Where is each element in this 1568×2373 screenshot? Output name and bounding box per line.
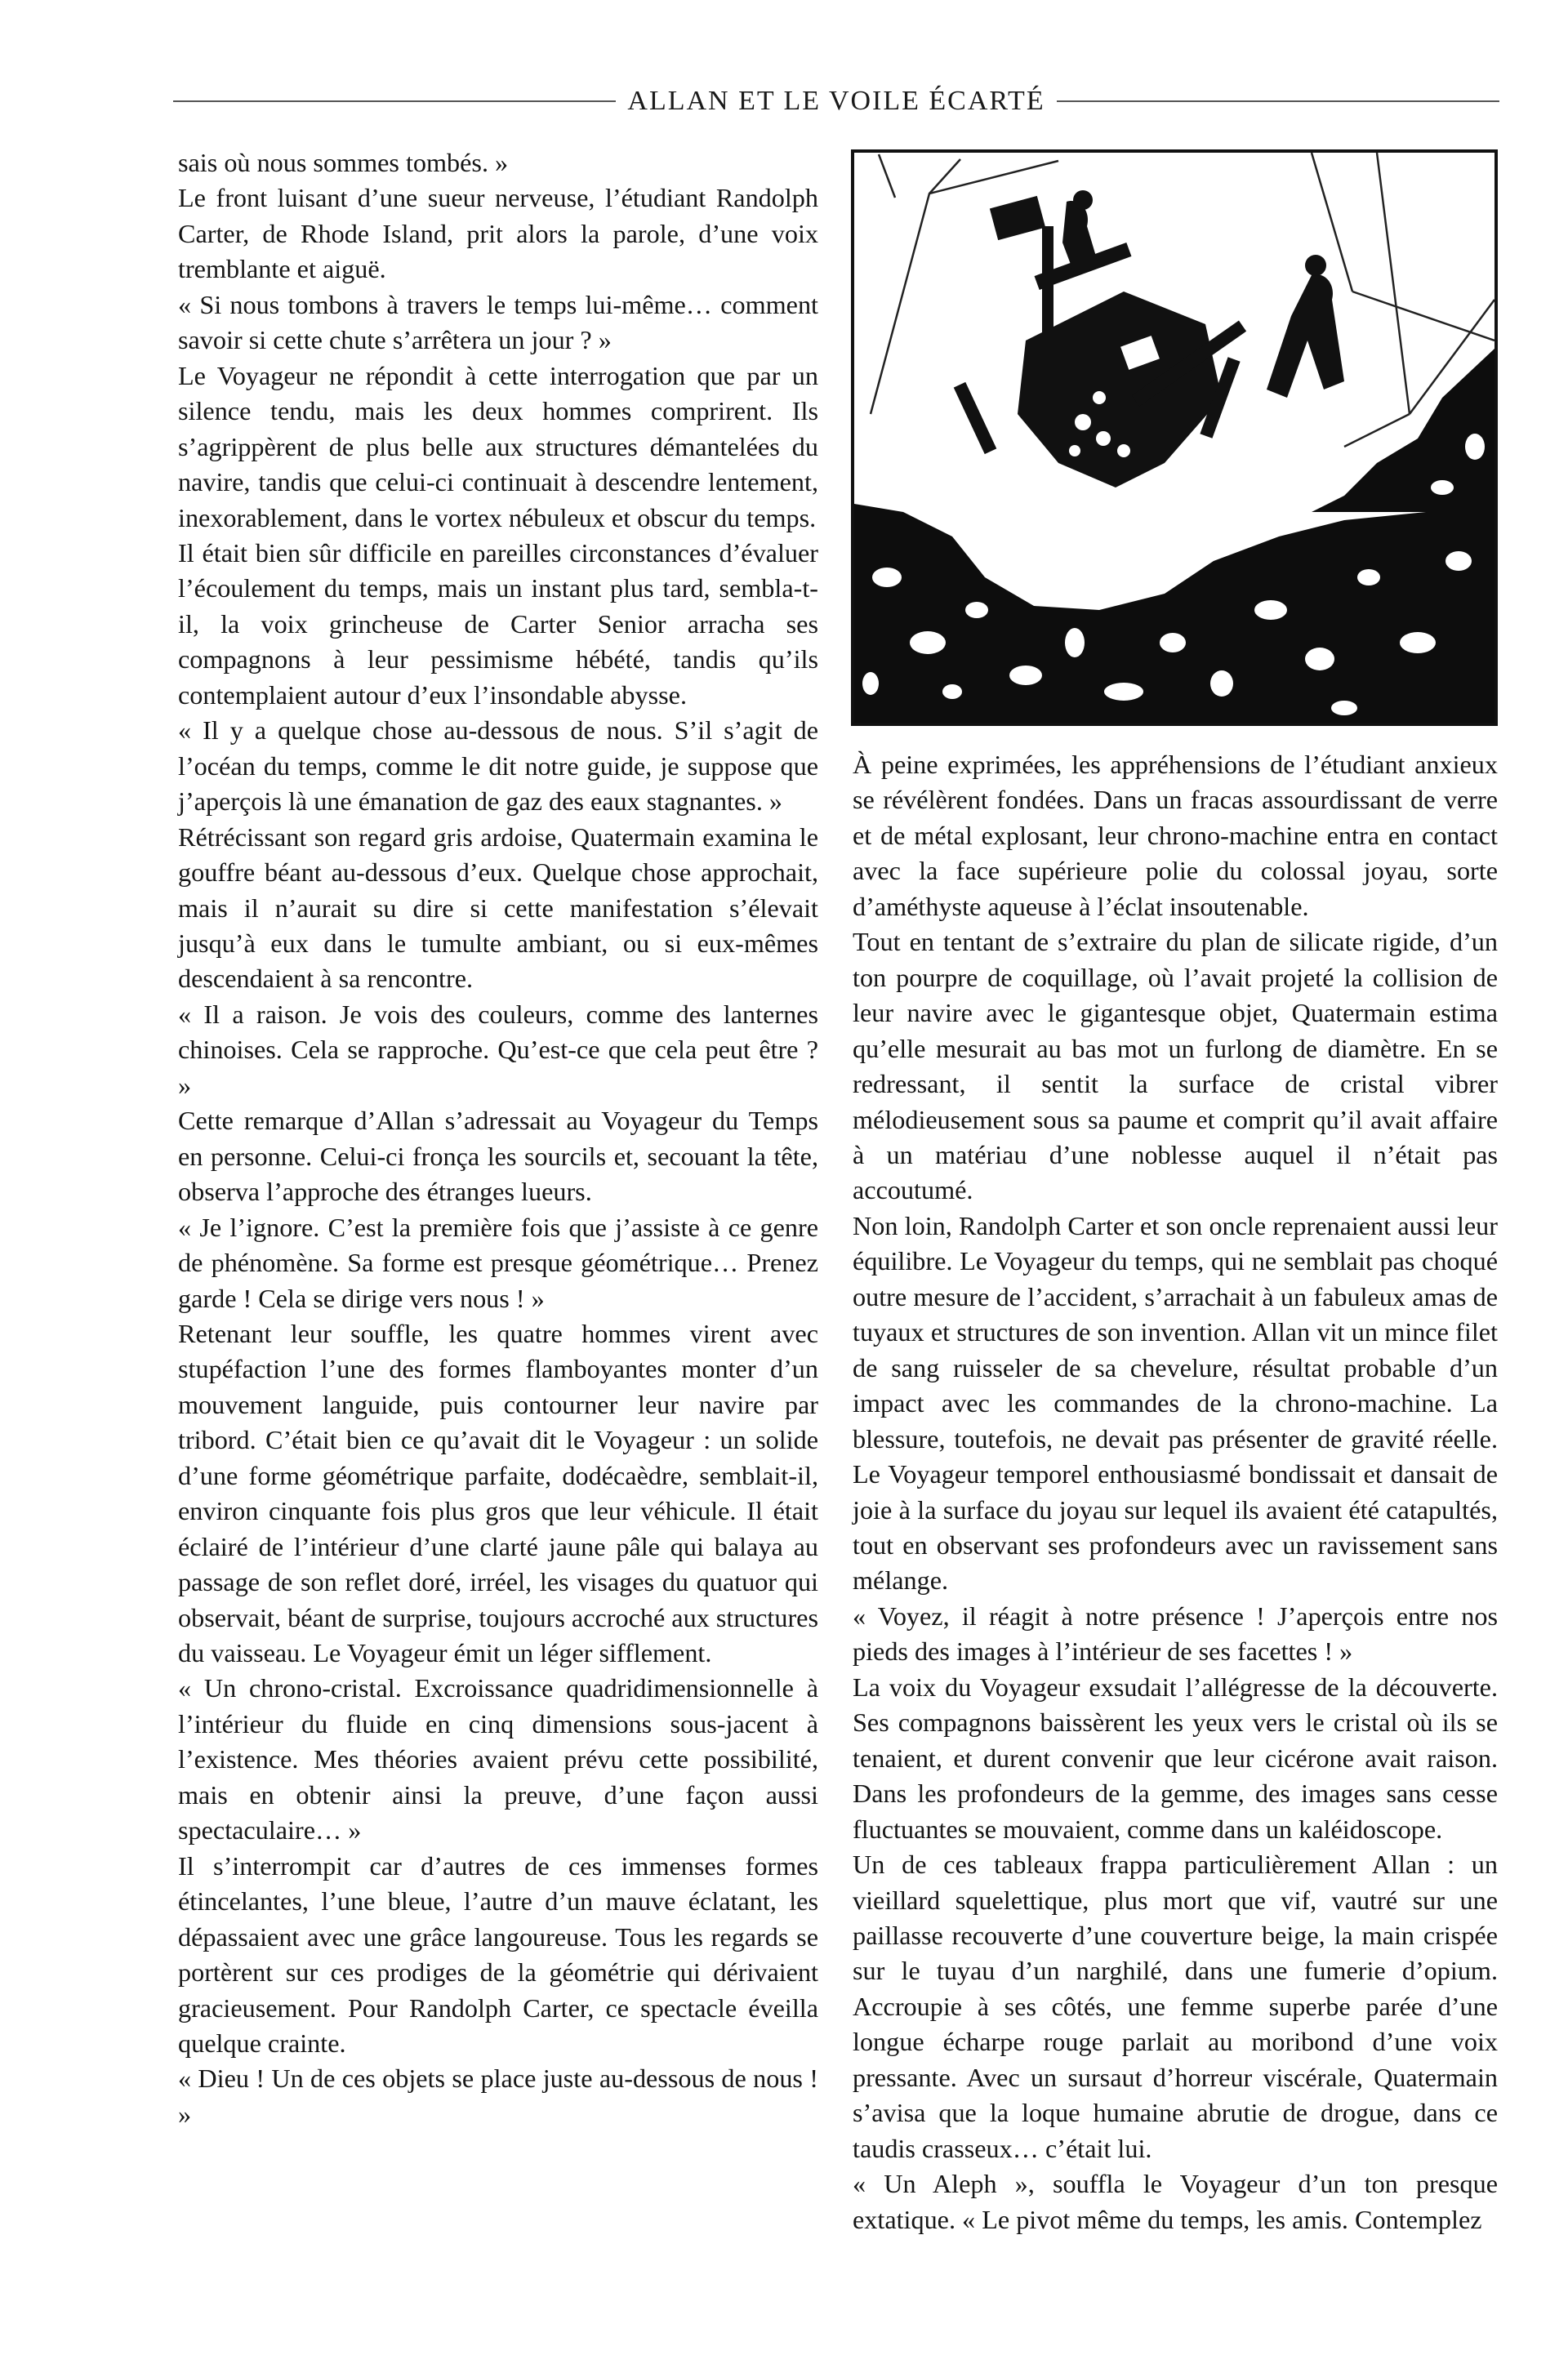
paragraph: À peine exprimées, les appréhensions de l’étudiant anxieux se révélèrent fondées. Dans un fracas assourdissant de verre et de métal explosant, leur chrono-machine entra en contact avec la face supérieure polie du colossal joyau, sorte d’améthyste aqueuse à l’éclat insoutenable. [853, 750, 1498, 921]
paragraph: Il s’interrompit car d’autres de ces immenses formes étincelantes, l’une bleue, l’autre d’un mauve éclatant, les dépassaient avec une grâce langoureuse. Tous les regards se portèrent sur ces prodiges de la géométrie qui dérivaient gracieusement. Pour Randolph Carter, ce spectacle éveilla quelque crainte. [178, 1850, 818, 2059]
running-head-rule-right [1057, 100, 1499, 102]
paragraph: Le Voyageur ne répondit à cette interrogation que par un silence tendu, mais les deux hommes comprirent. Ils s’agrippèrent de plus belle aux structures démantelées du navire, tandis que celui-ci continuait à descendre lentement, inexorablement, dans le vortex nébuleux et obscur du temps. [178, 360, 818, 532]
paragraph: Tout en tentant de s’extraire du plan de silicate rigide, d’un ton pourpre de coquillage, où l’avait projeté la collision de leur navire avec le gigantesque objet, Quatermain estima qu’elle mesurait au bas mot un furlong de diamètre. En se redressant, il sentit la surface de cristal vibrer mélodieusement sous sa paume et comprit qu’il avait affaire à un matériau d’une noblesse auquel il n’était pas accoutumé. [853, 927, 1498, 1205]
paragraph: Un de ces tableaux frappa particulièrement Allan : un vieillard squelettique, plus mort que vif, vautré sur une paillasse recouverte d’une couverture beige, la main crispée sur le tuyau d’un narghilé, dans une fumerie d’opium. Accroupie à ses côtés, une femme superbe parée d’une longue écharpe rouge parlait au moribond d’une voix pressante. Avec un sursaut d’horreur viscérale, Quatermain s’avisa que la loque humaine abrutie de drogue, dans ce taudis crasseux… c’était lui. [853, 1850, 1498, 2163]
left-text-column [178, 145, 818, 2132]
paragraph: Le front luisant d’une sueur nerveuse, l’étudiant Randolph Carter, de Rhode Island, prit alors la parole, d’une voix tremblante et aiguë. [178, 183, 818, 284]
paragraph: Il était bien sûr difficile en pareilles circonstances d’évaluer l’écoulement du temps, mais un instant plus tard, sembla-t-il, la voix grincheuse de Carter Senior arracha ses compagnons à leur pessimisme hébété, tandis qu’ils contemplaient autour d’eux l’insondable abysse. [178, 537, 818, 710]
paragraph: « Dieu ! Un de ces objets se place juste au-dessous de nous ! » [178, 2064, 818, 2129]
running-head [173, 82, 1499, 121]
paragraph: « Si nous tombons à travers le temps lui-même… comment savoir si cette chute s’arrêtera un jour ? » [178, 289, 818, 355]
right-text-column [853, 747, 1498, 2237]
chrono-machine-illustration [851, 149, 1498, 726]
running-head-rule-left [173, 100, 616, 102]
paragraph: La voix du Voyageur exsudait l’allégresse de la découverte. Ses compagnons baissèrent les yeux vers le cristal où ils se tenaient, et durent convenir que leur cicérone avait raison. Dans les profondeurs de la gemme, des images sans cesse fluctuantes se mouvaient, comme dans un kaléidoscope. [853, 1672, 1498, 1844]
paragraph: Retenant leur souffle, les quatre hommes virent avec stupéfaction l’une des formes flamboyantes monter d’un mouvement languide, puis contourner leur navire par tribord. C’était bien ce qu’avait dit le Voyageur : un solide d’une forme géométrique parfaite, dodécaèdre, semblait-il, environ cinquante fois plus gros que leur véhicule. Il était éclairé de l’intérieur d’une clarté jaune pâle qui balaya au passage de son reflet doré, irréel, les visages du quatuor qui observait, béant de surprise, toujours accroché aux structures du vaisseau. Le Voyageur émit un léger sifflement. [178, 1318, 818, 1668]
running-head-title: ALLAN ET LE VOILE ÉCARTÉ [627, 86, 1045, 116]
illustration-artwork [854, 153, 1494, 723]
paragraph: Rétrécissant son regard gris ardoise, Quatermain examina le gouffre béant au-dessous d’eux. Quelque chose approchait, mais il n’aurait su dire si cette manifestation s’élevait jusqu’à eux dans le tumulte ambiant, ou si eux-mêmes descendaient à sa rencontre. [178, 821, 818, 994]
paragraph: « Un Aleph », souffla le Voyageur d’un ton presque extatique. « Le pivot même du temps, les amis. Contemplez [853, 2169, 1498, 2234]
paragraph: Non loin, Randolph Carter et son oncle reprenaient aussi leur équilibre. Le Voyageur du temps, qui ne semblait pas choqué outre mesure de l’accident, s’arrachait à un fabuleux amas de tuyaux et structures de son invention. Allan vit un mince filet de sang ruisseler de sa chevelure, résultat probable d’un impact avec les commandes de la chrono-machine. La blessure, toutefois, ne devait pas présenter de gravité réelle. Le Voyageur temporel enthousiasmé bondissait et dansait de joie à la surface du joyau sur lequel ils avaient été catapultés, tout en observant ses profondeurs avec un ravissement sans mélange. [853, 1210, 1498, 1596]
paragraph: « Il y a quelque chose au-dessous de nous. S’il s’agit de l’océan du temps, comme le dit notre guide, je suppose que j’aperçois là une émanation de gaz des eaux stagnantes. » [178, 715, 818, 817]
paragraph: « Voyez, il réagit à notre présence ! J’aperçois entre nos pieds des images à l’intérieur de ses facettes ! » [853, 1601, 1498, 1667]
paragraph: Cette remarque d’Allan s’adressait au Voyageur du Temps en personne. Celui-ci fronça les sourcils et, secouant la tête, observa l’approche des étranges lueurs. [178, 1106, 818, 1207]
paragraph: « Il a raison. Je vois des couleurs, comme des lanternes chinoises. Cela se rapproche. Qu’est-ce que cela peut être ? » [178, 999, 818, 1100]
paragraph: « Je l’ignore. C’est la première fois que j’assiste à ce genre de phénomène. Sa forme est presque géométrique… Prenez garde ! Cela se dirige vers nous ! » [178, 1212, 818, 1313]
paragraph: « Un chrono-cristal. Excroissance quadridimensionnelle à l’intérieur du fluide en cinq dimensions sous-jacent à l’existence. Mes théories avaient prévu cette possibilité, mais en obtenir ainsi la preuve, d’une façon aussi spectaculaire… » [178, 1673, 818, 1845]
paragraph: sais où nous sommes tombés. » [178, 148, 509, 177]
